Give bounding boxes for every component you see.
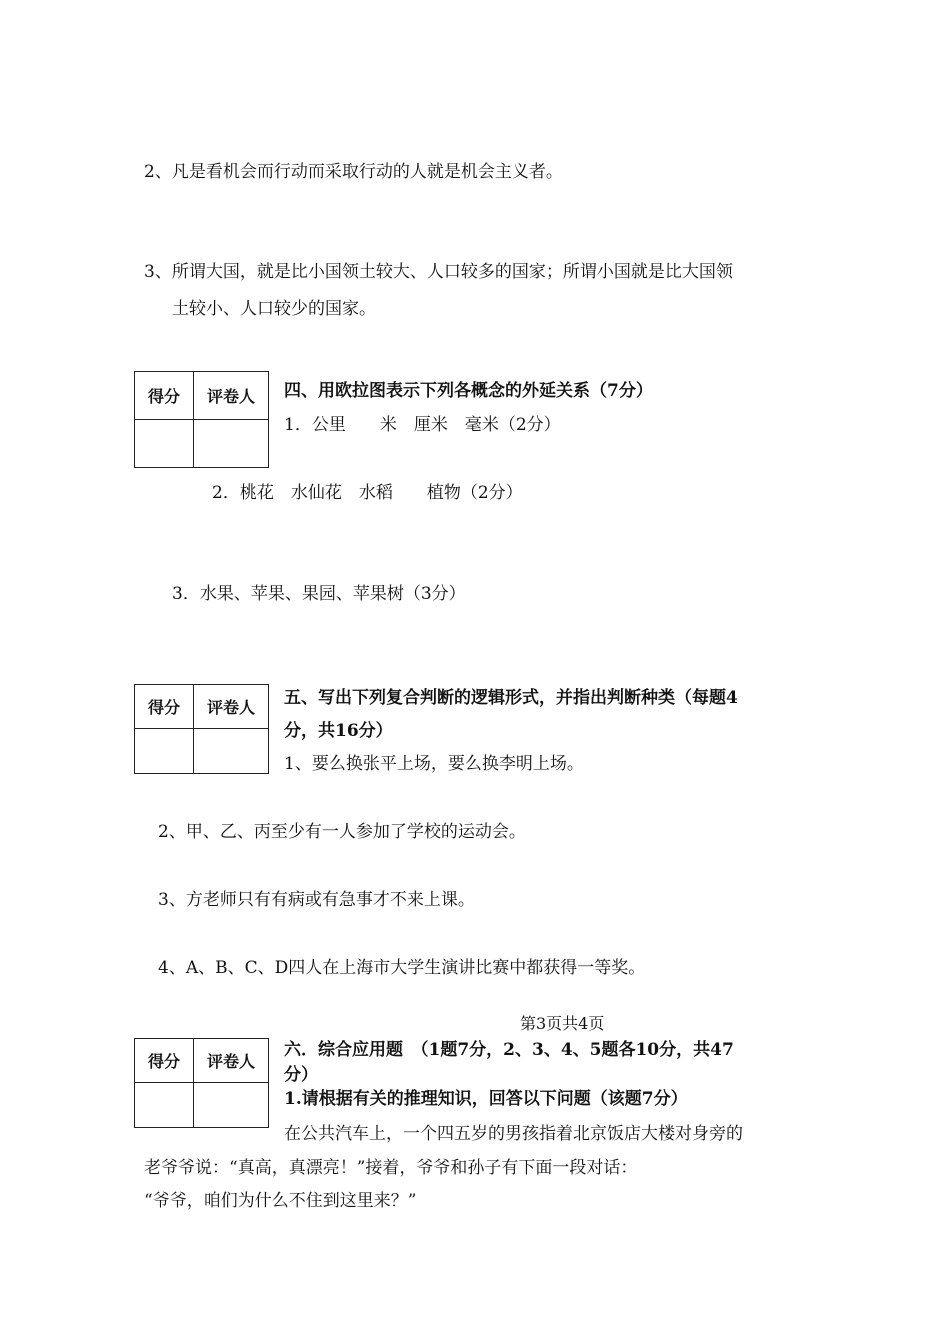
section-6-paragraph-line-3: “爷爷，咱们为什么不住到这里来？” — [144, 1191, 417, 1211]
section-4-q3: 3．水果、苹果、果园、苹果树（3分） — [172, 584, 466, 604]
page-number: 第3页共4页 — [520, 1014, 605, 1033]
section-6-heading-line-2: 分） — [284, 1065, 318, 1085]
section-6-paragraph-line-1: 在公共汽车上，一个四五岁的男孩指着北京饭店大楼对身旁的 — [284, 1124, 743, 1144]
section-4-heading: 四、用欧拉图表示下列各概念的外延关系（7分） — [284, 381, 653, 401]
section-6-paragraph-line-2: 老爷爷说：“真高，真漂亮！”接着，爷爷和孙子有下面一段对话： — [144, 1158, 638, 1178]
grader-label: 评卷人 — [194, 372, 269, 420]
section-4-q1: 1．公里 米 厘米 毫米（2分） — [284, 415, 561, 435]
score-cell — [135, 1083, 194, 1128]
section-5-q2: 2、甲、乙、丙至少有一人参加了学校的运动会。 — [158, 822, 526, 842]
grader-cell — [194, 729, 269, 774]
section-5-heading-line-1: 五、写出下列复合判断的逻辑形式，并指出判断种类（每题4 — [284, 688, 738, 708]
grader-label: 评卷人 — [194, 685, 269, 729]
score-table-section-5 — [134, 684, 269, 774]
section-5-q4: 4、A、B、C、D四人在上海市大学生演讲比赛中都获得一等奖。 — [158, 958, 646, 978]
score-table-section-4 — [134, 371, 269, 468]
question-2: 2、凡是看机会而行动而采取行动的人就是机会主义者。 — [144, 162, 563, 182]
score-label: 得分 — [135, 1039, 194, 1083]
score-table-section-6 — [134, 1038, 269, 1128]
section-6-subheading: 1.请根据有关的推理知识，回答以下问题（该题7分） — [284, 1089, 688, 1109]
section-4-q2: 2．桃花 水仙花 水稻 植物（2分） — [212, 483, 523, 503]
score-label: 得分 — [135, 685, 194, 729]
grader-cell — [194, 1083, 269, 1128]
grader-label: 评卷人 — [194, 1039, 269, 1083]
section-5-heading-line-2: 分，共16分） — [284, 721, 393, 741]
score-cell — [135, 729, 194, 774]
question-3-line-2: 土较小、人口较少的国家。 — [172, 299, 376, 319]
section-5-q1: 1、要么换张平上场，要么换李明上场。 — [284, 754, 584, 774]
score-label: 得分 — [135, 372, 194, 420]
section-6-heading-line-1: 六．综合应用题 （1题7分，2、3、4、5题各10分，共47 — [284, 1040, 734, 1060]
grader-cell — [194, 420, 269, 468]
section-5-q3: 3、方老师只有有病或有急事才不来上课。 — [158, 890, 475, 910]
question-3-line-1: 3、所谓大国，就是比小国领土较大、人口较多的国家；所谓小国就是比大国领 — [144, 262, 733, 282]
score-cell — [135, 420, 194, 468]
